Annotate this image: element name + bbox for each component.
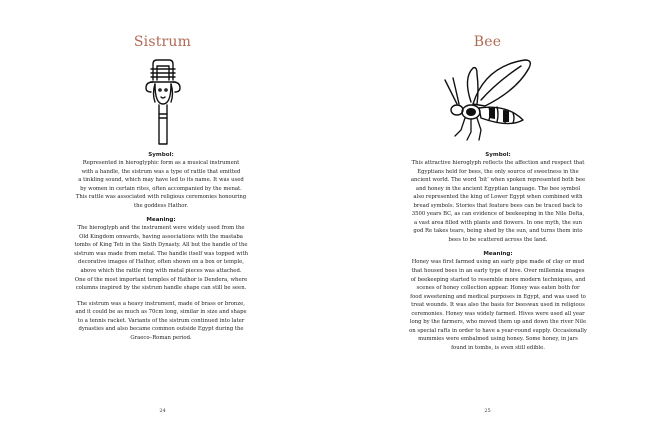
sistrum-hieroglyph-icon bbox=[0, 58, 325, 150]
text-line: columns inspired by the sistrum handle shape can still be seen. bbox=[75, 285, 247, 292]
text-line: Honey was first farmed using an early pipe made of clay or mud bbox=[411, 259, 585, 266]
bee-hieroglyph-icon bbox=[325, 56, 650, 150]
text-line: the goddess Hathor. bbox=[133, 202, 189, 209]
right-symbol-section bbox=[403, 152, 593, 352]
text-line: bees to be scattered across the land. bbox=[448, 236, 548, 243]
text-line: food sweetening and medical purposes in Egypt, and was used to bbox=[410, 293, 586, 300]
right-page-number: 25 bbox=[484, 408, 491, 414]
right-symbol-text bbox=[403, 159, 593, 244]
text-line: tombs of King Teti in the Sixth Dynasty. All but the handle of the bbox=[74, 242, 248, 249]
text-line: Graeco–Roman period. bbox=[130, 334, 192, 341]
text-line: also represented the king of Lower Egypt when combined with bbox=[413, 194, 583, 201]
text-line: a vast area filled with plants and flowers. In one myth, the sun bbox=[413, 219, 583, 226]
text-line: The sistrum was a heavy instrument, made of brass or bronze, bbox=[77, 300, 245, 307]
left-symbol-heading: Symbol: bbox=[148, 152, 174, 158]
text-line: treat wounds. It was also the basis for beeswax used in religious bbox=[411, 302, 585, 309]
left-symbol-section bbox=[66, 152, 256, 342]
left-extra-text bbox=[66, 300, 256, 343]
left-page-title: Sistrum bbox=[133, 34, 192, 50]
text-line: decorative images of Hathor, often shown on a box or temple, bbox=[78, 259, 244, 266]
text-line: and it could be as much as 70cm long, similar in size and shape bbox=[75, 309, 247, 316]
text-line: found in tombs, is even still edible. bbox=[451, 344, 545, 351]
text-line: god Re takes tears, being shed by the sun, and turns them into bbox=[413, 228, 583, 235]
text-line: sistrum was made from metal. The handle itself was topped with bbox=[73, 250, 249, 257]
text-line: that housed bees in an early type of hive. Over millennia images bbox=[411, 268, 585, 275]
text-line: This attractive hieroglyph reflects the affection and respect that bbox=[411, 160, 585, 166]
text-line: long by the farmers, who moved them up and down the river Nile bbox=[409, 319, 587, 326]
text-line: with a handle, the sistrum was a type of rattle that emitted bbox=[81, 168, 241, 175]
text-line: dynasties and also became common outside Egypt during the bbox=[78, 326, 244, 333]
text-line: of beekeeping started to resemble more modern techniques, and bbox=[410, 276, 586, 283]
text-line: a tinkling sound, which may have led to its name. It was used bbox=[78, 177, 244, 184]
right-page-title: Bee bbox=[473, 34, 502, 50]
left-page-number: 24 bbox=[159, 408, 166, 414]
right-page bbox=[325, 0, 650, 440]
text-line: scenes of honey collection appear. Honey was eaten both for bbox=[416, 285, 580, 292]
left-symbol-text bbox=[66, 159, 256, 210]
left-meaning-heading: Meaning: bbox=[146, 217, 176, 224]
left-meaning-text bbox=[66, 224, 256, 292]
text-line: to a tennis racket. Variants of the sistrum continued into later bbox=[77, 317, 245, 324]
right-meaning-heading: Meaning: bbox=[483, 251, 513, 258]
text-line: on special rafts in order to have a year-round supply. Occasionally bbox=[409, 327, 587, 334]
text-line: The hieroglyph and the instrument were widely used from the bbox=[77, 225, 245, 232]
text-line: Represented in hieroglyphic form as a musical instrument bbox=[82, 160, 240, 166]
text-line: ancient world. The word ‘bit’ when spoken represented both bee bbox=[410, 177, 586, 184]
text-line: Old Kingdom onwards, having associations with the mastaba bbox=[79, 233, 243, 240]
text-line: bread symbols. Stories that feature bees can be traced back to bbox=[413, 202, 583, 209]
text-line: and honey in the ancient Egyptian language. The bee symbol bbox=[415, 185, 581, 192]
text-line: This rattle was associated with religious ceremonies honouring bbox=[75, 194, 247, 201]
text-line: mummies were embalmed using honey. Some honey, in jars bbox=[418, 336, 578, 343]
right-symbol-heading: Symbol: bbox=[485, 152, 511, 158]
text-line: One of the most important temples of Hathor is Dendera, where bbox=[74, 276, 248, 283]
text-line: 3500 years BC, as can evidence of beekeeping in the Nile Delta, bbox=[411, 211, 585, 218]
text-line: Egyptians held for bees, the only source of sweetness in the bbox=[417, 168, 579, 175]
right-meaning-text bbox=[403, 258, 593, 352]
text-line: by women in certain rites, often accompanied by the menat. bbox=[80, 185, 242, 192]
text-line: above which the rattle ring with metal pieces was attached. bbox=[80, 268, 242, 275]
text-line: ceremonies. Honey was widely farmed. Hives were used all year bbox=[411, 310, 585, 317]
